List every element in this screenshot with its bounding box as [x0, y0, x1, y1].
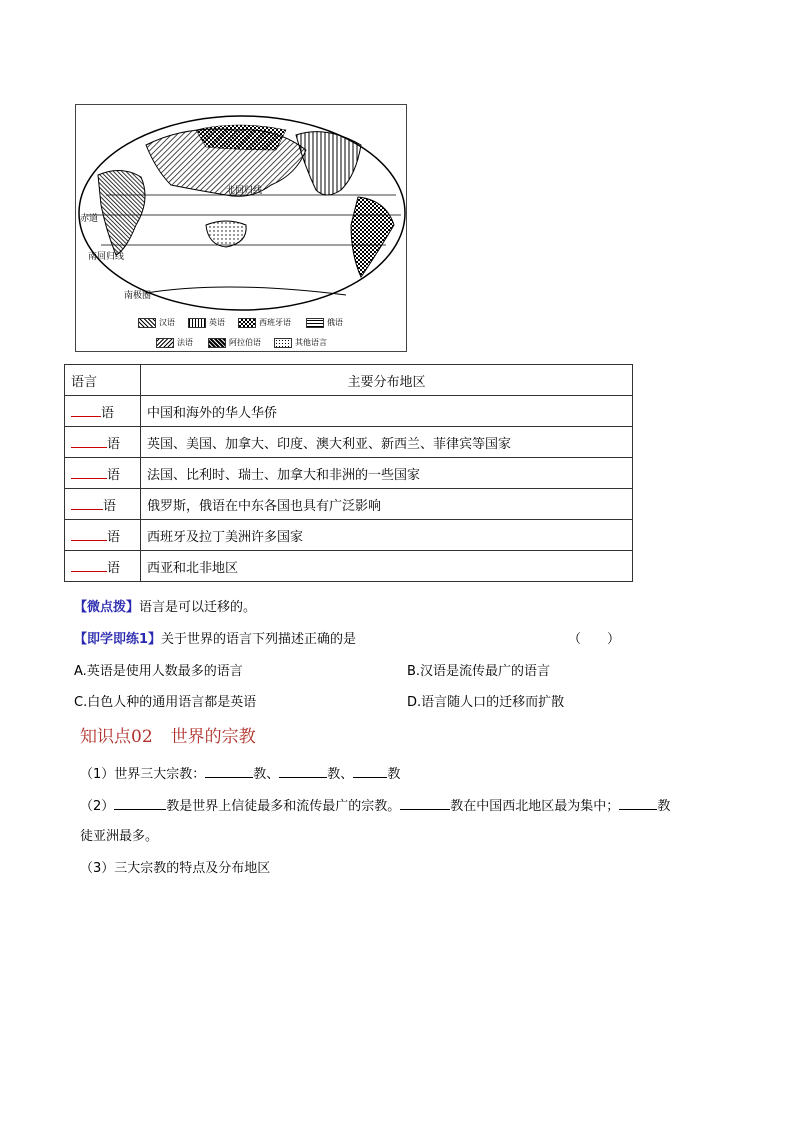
fill-blank[interactable]: [71, 526, 107, 541]
legend-french: 法语: [156, 337, 193, 348]
tropic-of-capricorn-label: 南回归线: [88, 252, 125, 262]
antarctic-circle-label: 南极圈: [124, 291, 152, 301]
exercise-question: [74, 628, 356, 647]
legend-russian: 俄语: [306, 317, 343, 328]
region-cell: 英国、美国、加拿大、印度、澳大利亚、新西兰、菲律宾等国家: [141, 427, 633, 458]
question-1: （1）世界三大宗教： 教、 教、 教: [80, 763, 400, 782]
fill-blank[interactable]: [114, 795, 166, 810]
fill-blank[interactable]: [400, 795, 450, 810]
fill-blank[interactable]: [205, 763, 253, 778]
question-2-continued: 徒亚洲最多。: [80, 829, 159, 844]
fill-blank[interactable]: [279, 763, 327, 778]
region-cell: 西班牙及拉丁美洲许多国家: [141, 520, 633, 551]
table-row: 语 中国和海外的华人华侨: [65, 396, 633, 427]
option-b[interactable]: B.汉语是流传最广的语言: [407, 664, 551, 679]
header-region: 主要分布地区: [141, 365, 633, 396]
region-cell: 西亚和北非地区: [141, 551, 633, 582]
tip-line: [74, 596, 256, 615]
legend-chinese: 汉语: [138, 317, 175, 328]
region-cell: 法国、比利时、瑞士、加拿大和非洲的一些国家: [141, 458, 633, 489]
fill-blank[interactable]: [71, 433, 107, 448]
table-row: 语 英国、美国、加拿大、印度、澳大利亚、新西兰、菲律宾等国家: [65, 427, 633, 458]
table-row: 语 西班牙及拉丁美洲许多国家: [65, 520, 633, 551]
language-distribution-table: [64, 364, 633, 582]
option-d[interactable]: D.语言随人口的迁移而扩散: [407, 695, 565, 710]
question-3: （3）三大宗教的特点及分布地区: [80, 861, 271, 876]
legend-spanish: 西班牙语: [238, 317, 291, 328]
question-text: 关于世界的语言下列描述正确的是: [161, 632, 357, 647]
table-row: 语 法国、比利时、瑞士、加拿大和非洲的一些国家: [65, 458, 633, 489]
legend-english: 英语: [188, 317, 225, 328]
region-cell: 俄罗斯，俄语在中东各国也具有广泛影响: [141, 489, 633, 520]
map-graphic: [76, 105, 408, 353]
fill-blank[interactable]: [71, 495, 103, 510]
table-row: 语 俄罗斯，俄语在中东各国也具有广泛影响: [65, 489, 633, 520]
question-2: （2） 教是世界上信徒最多和流传最广的宗教。 教在中国西北地区最为集中； 教: [80, 795, 670, 814]
world-language-map: [75, 104, 407, 352]
fill-blank[interactable]: [353, 763, 387, 778]
exercise-tag: 【即学即练1】: [74, 632, 162, 647]
fill-blank[interactable]: [71, 557, 107, 572]
region-cell: 中国和海外的华人华侨: [141, 396, 633, 427]
header-language: 语言: [65, 365, 141, 396]
fill-blank[interactable]: [619, 795, 657, 810]
option-c[interactable]: C.白色人种的通用语言都是英语: [74, 695, 257, 710]
option-a[interactable]: A.英语是使用人数最多的语言: [74, 664, 243, 679]
table-row: 语 西亚和北非地区: [65, 551, 633, 582]
legend-arabic: 阿拉伯语: [208, 337, 261, 348]
section-number: 知识点02: [80, 727, 153, 747]
table-header-row: [65, 365, 633, 396]
tip-tag: 【微点拨】: [74, 600, 140, 615]
equator-label: 赤道: [80, 214, 99, 224]
section-title: 世界的宗教: [170, 727, 256, 747]
fill-blank[interactable]: [71, 464, 107, 479]
tip-text: 语言是可以迁移的。: [139, 600, 257, 615]
section-heading: [80, 722, 274, 747]
answer-bracket[interactable]: （ ）: [568, 632, 621, 647]
fill-blank[interactable]: [71, 402, 101, 417]
legend-other: 其他语言: [274, 337, 327, 348]
tropic-of-cancer-label: 北回归线: [226, 186, 263, 196]
